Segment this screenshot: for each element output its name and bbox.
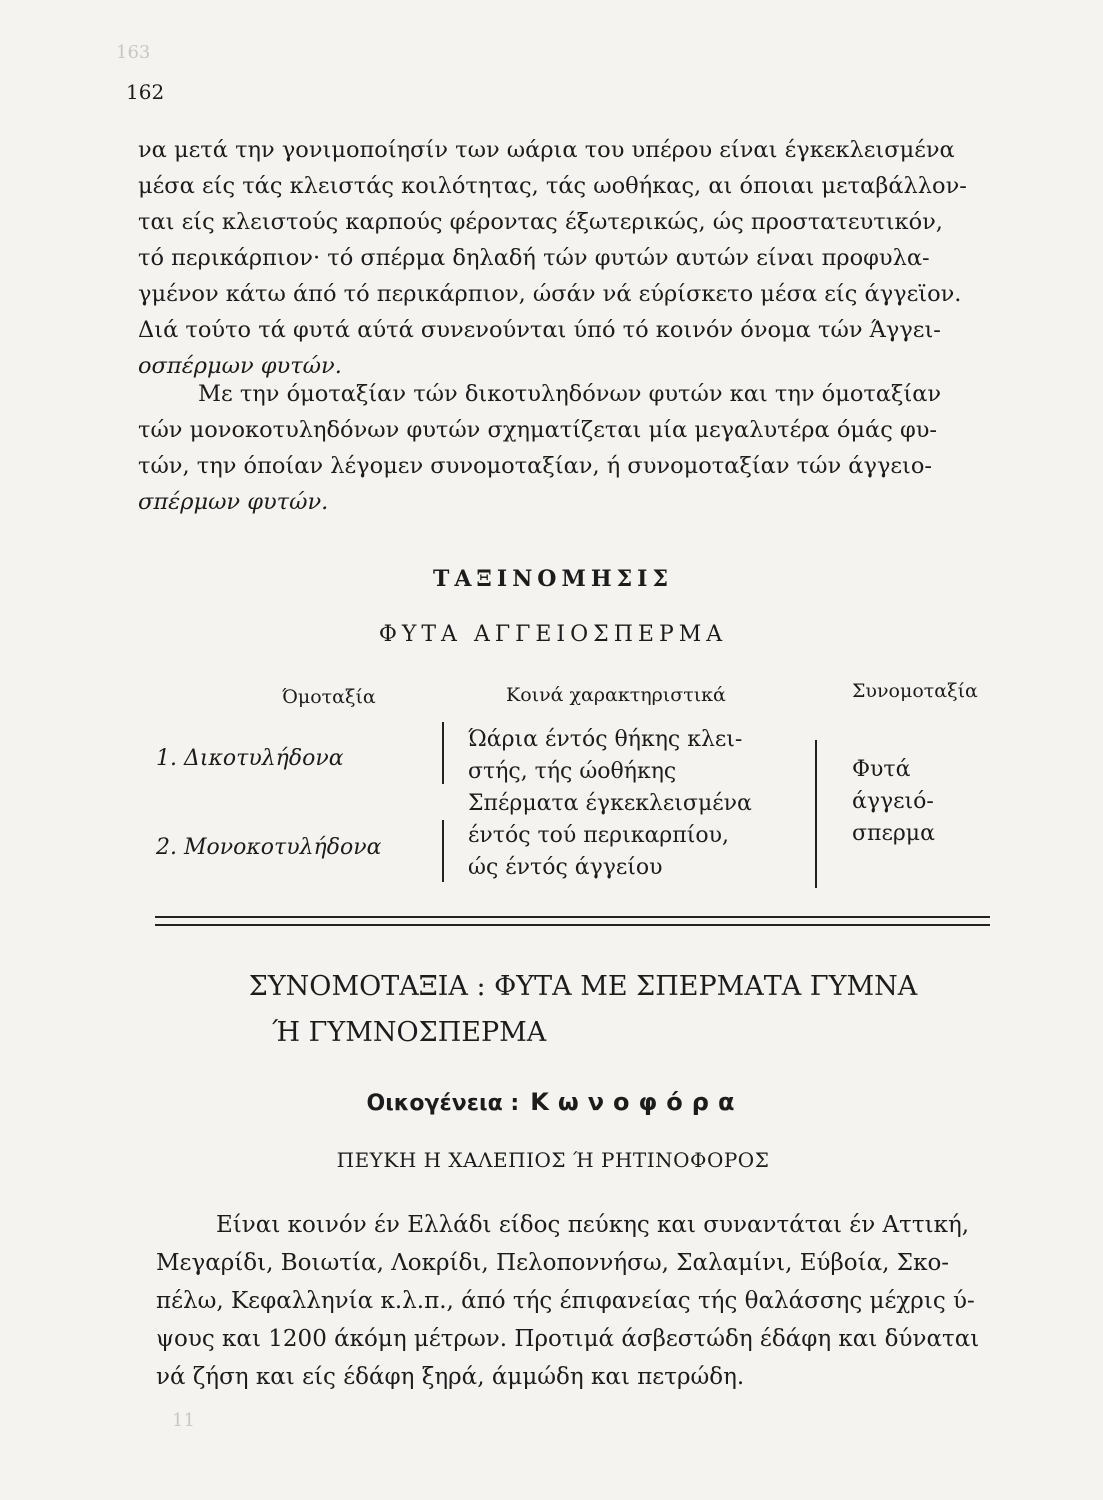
- species-heading: ΠΕΥΚΗ Η ΧΑΛΕΠΙΟΣ Ή ΡΗΤΙΝΟΦΟΡΟΣ: [336, 1148, 770, 1172]
- left-brace-upper: [442, 722, 444, 784]
- text-line: πέλω, Κεφαλληνία κ.λ.π., άπό τής έπιφανείας τής θαλάσσης μέχρις ύ-: [156, 1288, 975, 1314]
- double-rule-bottom: [155, 924, 990, 926]
- left-brace-lower: [442, 820, 444, 882]
- trait-line: Ώάρια έντός θήκης κλει-: [468, 727, 743, 752]
- text-line: Διά τούτο τά φυτά αύτά συνενούνται ύπό τό κοινόν όνομα τών Άγγει-: [138, 317, 941, 343]
- text-line: σπέρμων φυτών.: [138, 489, 329, 515]
- text-line: οσπέρμων φυτών.: [138, 353, 342, 379]
- text-line: ψους και 1200 άκόμη μέτρων. Προτιμά άσβεστώδη έδάφη και δύναται: [156, 1326, 980, 1352]
- text-line: να μετά την γονιμοποίησίν των ωάρια του υπέρου είναι έγκεκλεισμένα: [138, 137, 955, 163]
- family-label: Οικογένεια :: [366, 1091, 520, 1116]
- trait-line: έντός τού περικαρπίου,: [468, 823, 729, 848]
- text-line: Μεγαρίδι, Βοιωτία, Λοκρίδι, Πελοποννήσω, Σαλαμίνι, Εύβοία, Σκο-: [156, 1250, 950, 1276]
- classification-subtitle: ΦΥΤΑ ΑΓΓΕΙΟΣΠΕΡΜΑ: [378, 622, 728, 647]
- family-name: Κωνοφόρα: [530, 1088, 744, 1116]
- text-line: νά ζήση και είς έδάφη ξηρά, άμμώδη και πετρώδη.: [156, 1364, 745, 1390]
- species-paragraph: [156, 1206, 986, 1396]
- family-heading: [140, 1088, 970, 1116]
- common-traits-block: [468, 724, 752, 884]
- column-header-common-traits: Κοινά χαρακτηριστικά: [506, 684, 726, 706]
- trait-line: Σπέρματα έγκεκλεισμένα: [468, 791, 752, 816]
- classification-title: ΤΑΞΙΝΟΜΗΣΙΣ: [432, 566, 674, 592]
- text-line: τών μονοκοτυληδόνων φυτών σχηματίζεται μία μεγαλυτέρα όμάς φυ-: [138, 417, 938, 443]
- column-header-phylum: Συνομοταξία: [852, 680, 978, 702]
- text-line: τό περικάρπιον· τό σπέρμα δηλαδή τών φυτών αυτών είναι προφυλα-: [138, 245, 930, 271]
- bleed-through-footer-number: 11: [172, 1410, 195, 1431]
- phylum-line: Φυτά: [852, 757, 911, 782]
- trait-line: στής, τής ώοθήκης: [468, 759, 677, 784]
- phylum-line: σπερμα: [852, 821, 935, 846]
- bleed-through-page-number: 163: [116, 42, 151, 63]
- page-number: 162: [126, 80, 165, 104]
- text-line: γμένον κάτω άπό τό περικάρπιον, ώσάν νά εύρίσκετο μέσα είς άγγεϊον.: [138, 281, 962, 307]
- text-line: Είναι κοινόν έν Ελλάδι είδος πεύκης και συναντάται έν Αττική,: [216, 1212, 970, 1238]
- text-line: ται είς κλειστούς καρπούς φέροντας έξωτερικώς, ώς προστατευτικόν,: [138, 209, 943, 235]
- class-row-dicotyledons: 1. Δικοτυλήδονα: [156, 746, 344, 771]
- trait-line: ώς έντός άγγείου: [468, 855, 663, 880]
- phylum-line: άγγειό-: [852, 789, 934, 814]
- phylum-heading-subtitle: Ή ΓΥΜΝΟΣΠΕΡΜΑ: [272, 1017, 547, 1048]
- text-line: μέσα είς τάς κλειστάς κοιλότητας, τάς ωοθήκας, αι όποιαι μεταβάλλον-: [138, 173, 967, 199]
- phylum-heading: ΣΥΝΟΜΟΤΑΞΙΑ : ΦΥΤΑ ΜΕ ΣΠΕΡΜΑΤΑ ΓΥΜΝΑ: [248, 971, 918, 1002]
- class-row-monocotyledons: 2. Μονοκοτυλήδονα: [156, 835, 382, 860]
- text-line: τών, την όποίαν λέγομεν συνομοταξίαν, ή συνομοταξίαν τών άγγειο-: [138, 453, 933, 479]
- text-line: Με την όμοταξίαν τών δικοτυληδόνων φυτών και την όμοταξίαν: [198, 381, 942, 407]
- second-paragraph: [138, 376, 968, 520]
- column-header-class: Όμοταξία: [282, 686, 376, 708]
- intro-paragraph: [138, 132, 968, 384]
- right-bracket: [815, 740, 817, 888]
- double-rule-top: [155, 916, 990, 918]
- phylum-block: [852, 754, 935, 850]
